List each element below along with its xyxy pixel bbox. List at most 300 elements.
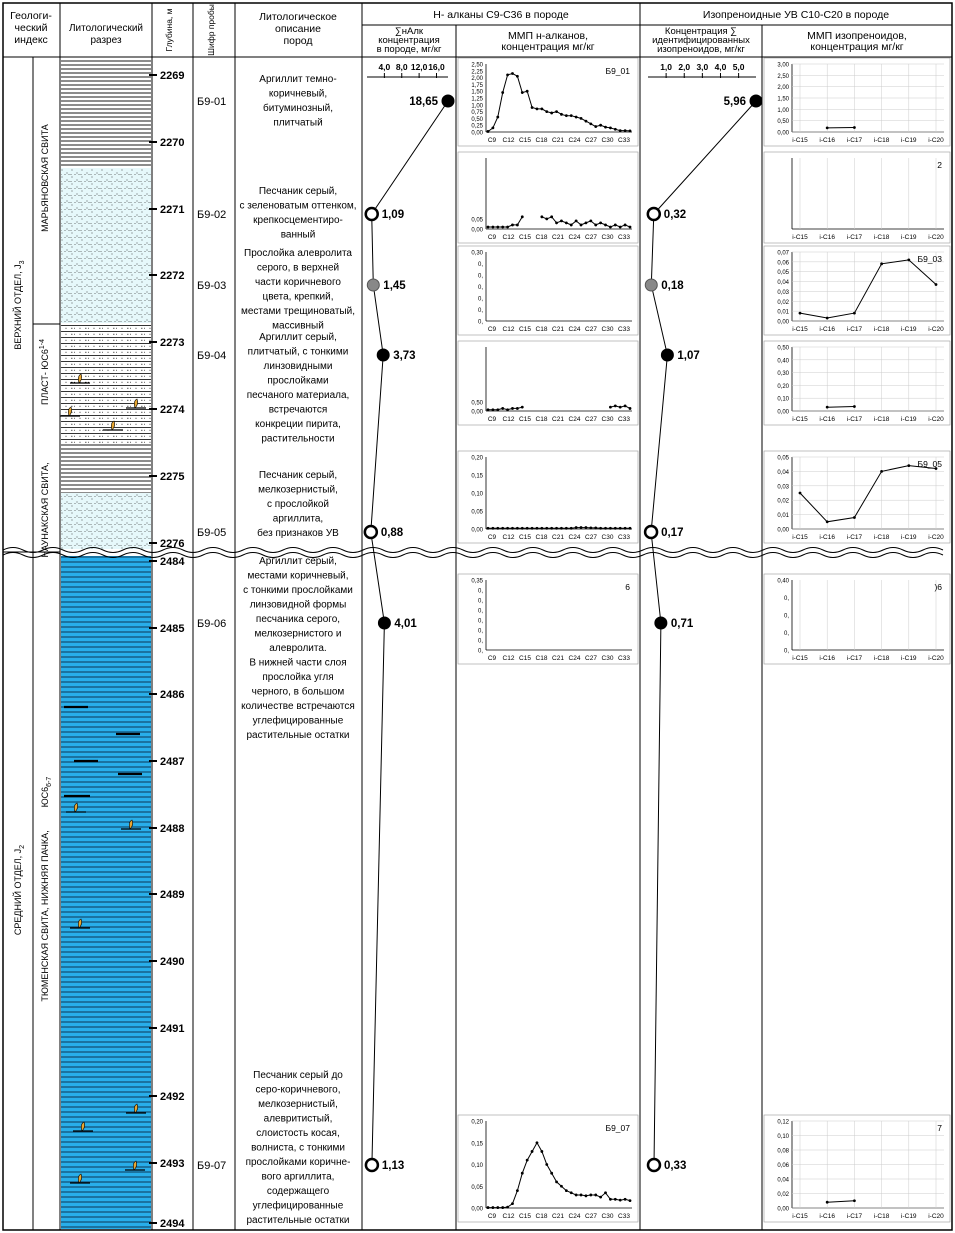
header-alk-mmp-2: концентрация мг/кг — [501, 41, 595, 53]
chart-y-tick-label: 0,00 — [777, 527, 789, 534]
chart-panel — [764, 574, 950, 664]
naunakskaya-label: НАУНАКСКАЯ СВИТА, — [40, 462, 50, 558]
chart-x-tick-label: i-C17 — [846, 534, 863, 541]
chart-point — [536, 1141, 539, 1144]
chart-y-tick-label: 0,50 — [777, 345, 789, 352]
chart-point — [491, 1206, 494, 1209]
chart-point — [487, 226, 490, 229]
chart-point — [619, 527, 622, 530]
header-desc-1: Литологическое — [259, 11, 337, 23]
chart-point — [565, 222, 568, 225]
chart-point — [585, 120, 588, 123]
chart-x-tick-label: C24 — [568, 137, 581, 144]
chart-x-tick-label: i-C19 — [901, 326, 917, 333]
chart-y-tick-label: 1,25 — [471, 96, 483, 103]
description-line: Песчаник серый до — [253, 1070, 343, 1081]
chart-x-tick-label: i-C20 — [928, 416, 944, 423]
chart-x-tick-label: i-C18 — [873, 416, 890, 423]
chart-point — [540, 527, 543, 530]
lithology-column — [60, 58, 151, 1229]
iso-sum-value-label: 0,71 — [670, 618, 694, 630]
chart-x-tick-label: i-C19 — [901, 534, 917, 541]
chart-point — [826, 1201, 829, 1204]
chart-point — [589, 1194, 592, 1197]
chart-x-tick-label: i-C15 — [792, 234, 808, 241]
chart-point — [826, 406, 829, 409]
chart-y-tick-label: 0,00 — [471, 1206, 483, 1213]
chart-point — [540, 107, 543, 110]
chart-y-tick-label: 0, — [477, 648, 483, 655]
chart-y-tick-label: 3,00 — [777, 62, 789, 69]
chart-point — [599, 527, 602, 530]
chart-point — [589, 527, 592, 530]
chart-label: )6 — [934, 582, 942, 592]
chart-y-tick-label: 0,00 — [471, 227, 483, 234]
alk-sum-point — [378, 617, 390, 629]
chart-x-tick-label: i-C19 — [901, 416, 917, 423]
description-line: прослойка угля — [262, 672, 334, 683]
description-line: местами коричневый, — [247, 570, 349, 582]
chart-x-tick-label: C21 — [552, 416, 564, 423]
chart-panel — [458, 574, 638, 664]
chart-point — [624, 527, 627, 530]
chart-point — [935, 283, 938, 286]
chart-point — [826, 127, 829, 130]
depth-tick-label: 2491 — [160, 1023, 185, 1035]
chart-point — [604, 527, 607, 530]
chart-point — [545, 527, 548, 530]
chart-y-tick-label: 0,40 — [777, 578, 789, 585]
chart-point — [624, 129, 627, 132]
description-line: без признаков УВ — [257, 528, 339, 539]
chart-x-tick-label: i-C18 — [873, 137, 890, 144]
chart-y-tick-label: 0,00 — [777, 409, 789, 416]
chart-x-tick-label: i-C15 — [792, 326, 808, 333]
chart-x-tick-label: C9 — [487, 655, 497, 662]
chart-label: 7 — [937, 1123, 942, 1133]
header-sample: Шифр пробы — [206, 4, 216, 56]
alk-sum-value-label: 1,13 — [381, 1160, 405, 1172]
chart-panel — [764, 58, 950, 146]
alk-axis-label: 4,0 — [378, 62, 391, 72]
alk-sum-value-label: 18,65 — [409, 96, 438, 108]
description-line: слоистость косая, — [256, 1128, 340, 1139]
chart-y-tick-label: 0, — [477, 319, 483, 326]
chart-y-tick-label: 0,00 — [471, 409, 483, 416]
chart-x-tick-label: i-C20 — [928, 326, 944, 333]
chart-point — [599, 124, 602, 127]
chart-y-tick-label: 0,35 — [471, 578, 483, 585]
chart-x-tick-label: C15 — [519, 416, 531, 423]
alk-sum-point — [377, 349, 389, 361]
chart-point — [575, 1194, 578, 1197]
chart-x-tick-label: C15 — [519, 326, 531, 333]
chart-point — [880, 262, 883, 265]
chart-point — [526, 1159, 529, 1162]
chart-point — [501, 407, 504, 410]
chart-x-tick-label: i-C15 — [792, 655, 808, 662]
chart-point — [516, 224, 519, 227]
header-iso-sum-2: идентифицированных — [652, 35, 750, 46]
chart-panel — [458, 152, 638, 243]
chart-y-tick-label: 0,00 — [777, 130, 789, 137]
iso-sum-value-label: 0,17 — [661, 527, 684, 539]
iso-sum-point — [645, 279, 657, 291]
chart-panel — [764, 1115, 950, 1222]
iso-sum-point — [661, 349, 673, 361]
chart-y-tick-label: 0,05 — [471, 217, 483, 224]
description-line: плитчатый, с тонкими — [247, 346, 349, 358]
depth-tick-label: 2270 — [160, 137, 185, 149]
chart-x-tick-label: C12 — [502, 655, 515, 662]
chart-y-tick-label: 0,30 — [777, 371, 789, 378]
alk-sum-value-label: 3,73 — [393, 350, 416, 362]
depth-tick-label: 2275 — [160, 471, 185, 483]
chart-point — [496, 408, 499, 411]
chart-y-tick-label: 1,50 — [471, 89, 483, 96]
iso-sum-value-label: 5,96 — [723, 96, 746, 108]
depth-tick-label: 2269 — [160, 70, 185, 82]
chart-y-tick-label: 2,25 — [471, 69, 483, 76]
chart-point — [907, 258, 910, 261]
header-desc-2: описание — [275, 23, 321, 35]
descriptions — [239, 74, 356, 1226]
chart-y-tick-label: 0,01 — [777, 513, 789, 520]
chart-point — [880, 470, 883, 473]
description-line: местами трещиноватый, — [241, 306, 355, 317]
chart-x-tick-label: i-C20 — [928, 1213, 944, 1220]
chart-y-tick-label: 0, — [477, 273, 483, 280]
chart-x-tick-label: i-C17 — [846, 234, 863, 241]
chart-x-tick-label: C27 — [585, 655, 597, 662]
description-line: Аргиллит серый, — [259, 556, 337, 567]
header-depth: Глубина, м — [164, 8, 174, 52]
chart-y-tick-label: 0, — [783, 631, 789, 637]
iso-axis-label: 3,0 — [696, 62, 709, 72]
chart-y-tick-label: 0,00 — [471, 527, 483, 534]
chart-point — [516, 527, 519, 530]
chart-point — [826, 520, 829, 523]
chart-point — [570, 224, 573, 227]
litho-tyumen-blue — [61, 556, 151, 1229]
description-line: аргиллита, — [272, 513, 324, 525]
header-iso-mmp-1: ММП изопреноидов, — [807, 30, 907, 42]
alk-sum-value-label: 4,01 — [394, 618, 417, 630]
chart-point — [575, 219, 578, 222]
chart-x-tick-label: C27 — [585, 1213, 597, 1220]
chart-x-tick-label: C30 — [601, 534, 614, 541]
iso-sum-value-label: 1,07 — [677, 350, 700, 362]
chart-x-tick-label: i-C17 — [846, 326, 863, 333]
chart-x-tick-label: C27 — [585, 326, 597, 333]
chart-point — [501, 91, 504, 94]
chart-point — [511, 72, 514, 75]
chart-x-tick-label: C18 — [535, 137, 548, 144]
chart-y-tick-label: 0,50 — [471, 400, 483, 407]
chart-point — [555, 527, 558, 530]
description-line: серо-коричневого, — [255, 1084, 341, 1096]
description-line: Аргиллит серый, — [259, 332, 337, 343]
chart-x-tick-label: C27 — [585, 234, 597, 241]
chart-point — [565, 114, 568, 117]
chart-y-tick-label: 0,75 — [471, 110, 483, 117]
chart-point — [536, 527, 539, 530]
chart-x-tick-label: i-C15 — [792, 1213, 808, 1220]
chart-point — [594, 125, 597, 128]
chart-x-tick-label: C33 — [618, 1213, 630, 1220]
alk-sum-point — [442, 95, 454, 107]
description-line: битуминозный, — [263, 103, 333, 114]
description-line: встречаются — [268, 404, 328, 416]
description-line: плитчатый — [273, 117, 323, 129]
depth-scale — [149, 70, 185, 1230]
chart-point — [614, 404, 617, 407]
description-line: с прослойкой — [266, 499, 330, 510]
chart-y-tick-label: 0,10 — [777, 396, 789, 403]
chart-point — [496, 1206, 499, 1209]
chart-y-tick-label: 0, — [783, 596, 789, 602]
description-line: линзовидной формы — [249, 599, 347, 611]
chart-y-tick-label: 0,15 — [471, 473, 483, 480]
iso-sum-point — [655, 617, 667, 629]
description-line: растительные остатки — [246, 730, 350, 741]
tyumenskaya-label: ТЮМЕНСКАЯ СВИТА, НИЖНЯЯ ПАЧКА, — [40, 830, 50, 1002]
chart-panel — [458, 246, 638, 335]
chart-point — [594, 224, 597, 227]
chart-x-tick-label: i-C18 — [873, 534, 890, 541]
chart-point — [614, 527, 617, 530]
chart-x-tick-label: C9 — [487, 534, 497, 541]
litho-argillite-lower — [61, 443, 151, 493]
chart-point — [545, 217, 548, 220]
chart-x-tick-label: C21 — [552, 137, 564, 144]
chart-x-tick-label: C24 — [568, 234, 581, 241]
chart-y-tick-label: 0, — [477, 588, 483, 595]
chart-x-tick-label: i-C18 — [873, 326, 890, 333]
chart-point — [799, 492, 802, 495]
header-alkanes-group: Н- алканы С9-С36 в породе — [433, 9, 569, 21]
plast-label: ПЛАСТ- ЮС6$^{1-4}$ — [39, 339, 50, 405]
chart-y-tick-label: 0,03 — [777, 289, 789, 296]
chart-point — [570, 114, 573, 117]
chart-point — [614, 224, 617, 227]
description-line: массивный — [272, 320, 324, 332]
litho-sandstone-basal — [61, 493, 151, 549]
chart-y-tick-label: 0,10 — [471, 491, 483, 498]
chart-y-tick-label: 0,20 — [777, 383, 789, 390]
depth-tick-label: 2488 — [160, 823, 185, 835]
description-line: песчаного материала, — [246, 390, 350, 401]
chart-point — [609, 527, 612, 530]
description-line: мелкозернистый, — [258, 484, 338, 496]
chart-label: 6 — [625, 582, 630, 592]
depth-tick-label: 2276 — [160, 538, 185, 550]
description-line: В нижней части слоя — [249, 657, 347, 669]
chart-point — [594, 1194, 597, 1197]
litho-sandstone-upper — [61, 168, 151, 323]
chart-point — [487, 527, 490, 530]
chart-point — [580, 117, 583, 120]
header-geo-2: ческий — [14, 22, 48, 34]
description-line: конкреции пирита, — [255, 419, 341, 430]
chart-x-tick-label: C30 — [601, 416, 614, 423]
alk-sum-profile — [365, 95, 454, 1172]
chart-point — [589, 122, 592, 125]
description-line: коричневый, — [268, 88, 328, 100]
description-line: Песчаник серый, — [258, 186, 338, 197]
chart-point — [619, 406, 622, 409]
chart-y-tick-label: 2,00 — [777, 85, 789, 92]
chart-y-tick-label: 1,00 — [471, 103, 483, 110]
chart-point — [619, 226, 622, 229]
chart-y-tick-label: 0,20 — [471, 455, 483, 462]
chart-point — [585, 526, 588, 529]
chart-y-tick-label: 0, — [477, 308, 483, 314]
alk-sum-value-label: 0,88 — [380, 527, 404, 539]
chart-point — [629, 407, 632, 410]
description-line: содержащего — [266, 1186, 330, 1197]
chart-point — [560, 527, 563, 530]
chart-x-tick-label: i-C17 — [846, 1213, 863, 1220]
chart-x-tick-label: C9 — [487, 416, 497, 423]
chart-x-tick-label: C24 — [568, 655, 581, 662]
description-line: алевритистый, — [263, 1113, 333, 1125]
depth-tick-label: 2274 — [160, 404, 185, 416]
chart-y-tick-label: 0, — [477, 296, 483, 303]
chart-point — [799, 312, 802, 315]
chart-point — [516, 407, 519, 410]
chart-y-tick-label: 0,04 — [777, 280, 789, 287]
chart-series-line — [827, 407, 854, 408]
header-alk-sum-1: ∑нАлк — [394, 26, 424, 37]
header-iso-group: Изопреноидные УВ С10-С20 в породе — [702, 9, 890, 21]
chart-x-tick-label: i-C19 — [901, 137, 917, 144]
chart-x-tick-label: i-C18 — [873, 234, 890, 241]
chart-point — [580, 526, 583, 529]
chart-point — [521, 406, 524, 409]
chart-panel — [458, 341, 638, 425]
chart-point — [501, 527, 504, 530]
chart-point — [629, 226, 632, 229]
strat-dividers — [3, 324, 60, 552]
iso-sum-point — [750, 95, 762, 107]
depth-tick-label: 2273 — [160, 337, 185, 349]
chart-point — [580, 1194, 583, 1197]
chart-point — [487, 408, 490, 411]
chart-y-tick-label: 0, — [477, 638, 483, 645]
alk-sum-point — [367, 279, 379, 291]
description-line: серого, в верхней — [256, 262, 340, 274]
chart-point — [487, 1206, 490, 1209]
chart-y-tick-label: 0,02 — [777, 1192, 789, 1198]
chart-y-tick-label: 0, — [477, 618, 483, 625]
chart-point — [580, 224, 583, 227]
chart-point — [565, 1189, 568, 1192]
chart-point — [570, 1191, 573, 1194]
description-line: крепкосцементиро- — [253, 215, 343, 226]
chart-point — [604, 1191, 607, 1194]
header-geo-1: Геологи- — [10, 10, 52, 22]
chart-point — [609, 226, 612, 229]
chart-x-tick-label: i-C16 — [819, 326, 835, 333]
chart-point — [599, 1196, 602, 1199]
chart-point — [496, 226, 499, 229]
chart-point — [555, 1181, 558, 1184]
chart-point — [614, 1198, 617, 1201]
depth-tick-label: 2493 — [160, 1158, 185, 1170]
chart-point — [545, 1163, 548, 1166]
alk-sum-point — [366, 208, 378, 220]
chart-x-tick-label: i-C15 — [792, 416, 808, 423]
chart-y-tick-label: 0, — [477, 262, 483, 268]
chart-x-tick-label: C18 — [535, 234, 548, 241]
chart-point — [511, 407, 514, 410]
chart-point — [614, 128, 617, 131]
chart-y-tick-label: 0,07 — [777, 250, 789, 257]
chart-point — [526, 90, 529, 93]
chart-x-tick-label: C33 — [618, 137, 630, 144]
chart-panel — [458, 58, 638, 146]
chart-point — [501, 226, 504, 229]
sample-id: Б9-01 — [197, 96, 227, 108]
chart-point — [609, 406, 612, 409]
alk-sum-point — [366, 1159, 378, 1171]
iso-sum-value-label: 0,18 — [661, 280, 684, 292]
chart-point — [629, 1199, 632, 1202]
header-iso-mmp-2: концентрация мг/кг — [810, 41, 904, 53]
chart-point — [511, 527, 514, 530]
chart-x-tick-label: C24 — [568, 534, 581, 541]
chart-y-tick-label: 0,02 — [777, 299, 789, 306]
chart-point — [555, 222, 558, 225]
chart-x-tick-label: C18 — [535, 655, 548, 662]
chart-x-tick-label: i-C15 — [792, 534, 808, 541]
chart-x-tick-label: C30 — [601, 326, 614, 333]
description-line: прослойками — [267, 375, 329, 387]
chart-point — [575, 526, 578, 529]
chart-x-tick-label: C9 — [487, 326, 497, 333]
chart-point — [540, 1150, 543, 1153]
description-line: цвета, крепкий, — [262, 291, 334, 303]
description-line: углефицированные — [252, 715, 344, 727]
chart-point — [491, 127, 494, 130]
chart-x-tick-label: i-C17 — [846, 416, 863, 423]
alk-axis-label: 12,0 — [410, 62, 428, 72]
chart-x-tick-label: C15 — [519, 534, 531, 541]
chart-point — [609, 1198, 612, 1201]
chart-point — [907, 464, 910, 467]
chart-point — [550, 215, 553, 218]
chart-point — [540, 215, 543, 218]
chart-label: Б9_07 — [605, 1123, 630, 1133]
chart-x-tick-label: C18 — [535, 416, 548, 423]
chart-point — [511, 1202, 514, 1205]
description-line: с зеленоватым оттенком, — [239, 200, 357, 212]
header-litho-1: Литологический — [68, 23, 144, 34]
description-line: ванный — [280, 229, 316, 241]
maryanovskaya-label: МАРЬЯНОВСКАЯ СВИТА — [40, 124, 50, 232]
description-line: черного, в большом — [251, 686, 345, 698]
chart-x-tick-label: C27 — [585, 534, 597, 541]
chart-y-tick-label: 0,04 — [777, 469, 789, 476]
depth-tick-label: 2494 — [160, 1218, 185, 1230]
description-line: растительные остатки — [246, 1215, 350, 1226]
chart-y-tick-label: 0, — [783, 648, 789, 655]
chart-x-tick-label: C15 — [519, 1213, 531, 1220]
chart-point — [629, 130, 632, 133]
chart-x-tick-label: C12 — [502, 137, 515, 144]
chart-point — [604, 126, 607, 129]
